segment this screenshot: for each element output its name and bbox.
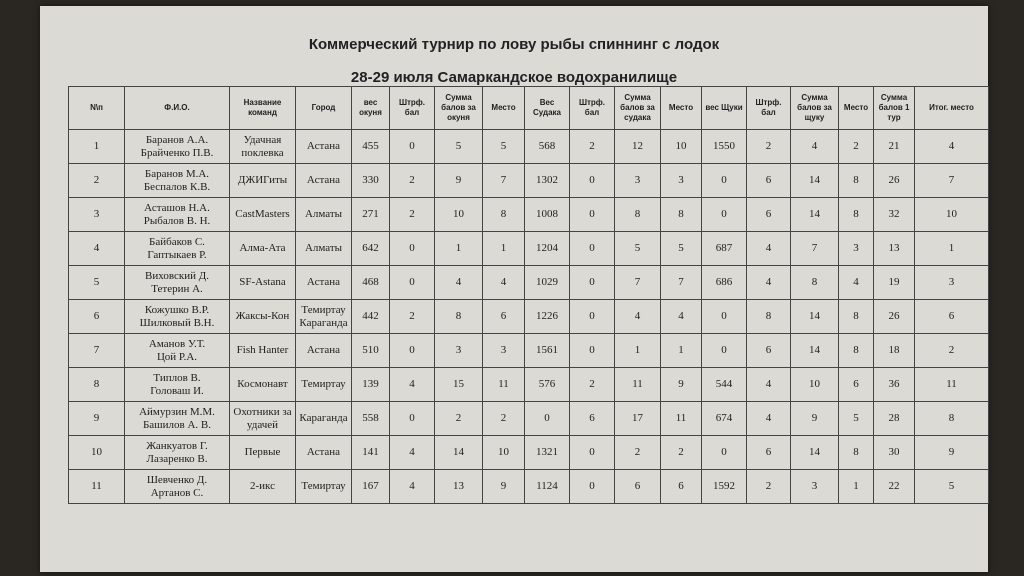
value-cell: 4 [915, 130, 989, 164]
city-cell [296, 232, 352, 266]
value-cell: 330 [352, 164, 390, 198]
cell-line: Караганда [299, 316, 348, 329]
value-cell: 568 [525, 130, 570, 164]
value-cell: 8 [791, 266, 839, 300]
value-cell: 0 [702, 334, 747, 368]
table-row [69, 334, 989, 368]
team-cell [230, 402, 296, 436]
value-cell: 0 [570, 198, 615, 232]
value-cell: 1 [435, 232, 483, 266]
value-cell: 687 [702, 232, 747, 266]
value-cell: 2 [747, 470, 791, 504]
value-cell: 6 [747, 164, 791, 198]
city-cell [296, 300, 352, 334]
value-cell: 1204 [525, 232, 570, 266]
cell-line: Башилов А. В. [142, 418, 212, 431]
cell-line: Рыбалов В. Н. [143, 214, 211, 227]
value-cell: 9 [435, 164, 483, 198]
team-cell [230, 130, 296, 164]
column-header: Город [296, 87, 352, 130]
column-header: Штрф. бал [747, 87, 791, 130]
value-cell: 2 [747, 130, 791, 164]
cell-line: ДЖИГиты [237, 174, 288, 186]
cell-line: Головаш И. [150, 384, 204, 397]
cell-line: Темиртау [301, 303, 346, 316]
team-cell [230, 368, 296, 402]
cell-line: Астана [306, 276, 341, 288]
city-cell [296, 334, 352, 368]
value-cell: 1 [915, 232, 989, 266]
cell-line: SF-Astana [239, 276, 286, 288]
team-cell [230, 300, 296, 334]
value-cell: 4 [615, 300, 661, 334]
value-cell: 8 [839, 300, 874, 334]
city-cell [296, 402, 352, 436]
participants-cell [125, 266, 230, 300]
value-cell: 0 [390, 402, 435, 436]
value-cell: 7 [661, 266, 702, 300]
results-body [69, 130, 989, 504]
column-header: Сумма балов за окуня [435, 87, 483, 130]
participants-cell [125, 164, 230, 198]
value-cell: 14 [791, 436, 839, 470]
value-cell: 4 [435, 266, 483, 300]
value-cell: 674 [702, 402, 747, 436]
value-cell: 0 [390, 334, 435, 368]
value-cell: 1 [483, 232, 525, 266]
row-number-cell: 4 [69, 232, 125, 266]
value-cell: 11 [661, 402, 702, 436]
cell-line: Жанкуатов Г. [146, 439, 208, 452]
city-cell [296, 130, 352, 164]
value-cell: 2 [390, 198, 435, 232]
value-cell: 6 [747, 436, 791, 470]
value-cell: 4 [390, 470, 435, 504]
value-cell: 8 [615, 198, 661, 232]
table-row [69, 266, 989, 300]
table-row [69, 368, 989, 402]
value-cell: 0 [702, 300, 747, 334]
value-cell: 2 [390, 164, 435, 198]
value-cell: 6 [483, 300, 525, 334]
value-cell: 9 [483, 470, 525, 504]
value-cell: 11 [615, 368, 661, 402]
participants-cell [125, 198, 230, 232]
participants-cell [125, 368, 230, 402]
cell-line: Лазаренко В. [146, 452, 208, 465]
value-cell: 1 [839, 470, 874, 504]
participants-cell [125, 436, 230, 470]
city-cell [296, 436, 352, 470]
row-number-cell: 3 [69, 198, 125, 232]
row-number-cell: 8 [69, 368, 125, 402]
row-number-cell: 9 [69, 402, 125, 436]
participants-cell [125, 300, 230, 334]
value-cell: 3 [915, 266, 989, 300]
value-cell: 14 [791, 198, 839, 232]
team-cell [230, 164, 296, 198]
city-cell [296, 198, 352, 232]
value-cell: 4 [747, 368, 791, 402]
cell-line: Первые [244, 446, 281, 458]
value-cell: 1029 [525, 266, 570, 300]
value-cell: 9 [791, 402, 839, 436]
value-cell: 167 [352, 470, 390, 504]
value-cell: 8 [747, 300, 791, 334]
value-cell: 7 [915, 164, 989, 198]
value-cell: 10 [915, 198, 989, 232]
value-cell: 14 [791, 164, 839, 198]
value-cell: 11 [915, 368, 989, 402]
value-cell: 544 [702, 368, 747, 402]
value-cell: 2 [390, 300, 435, 334]
value-cell: 4 [747, 232, 791, 266]
value-cell: 0 [390, 266, 435, 300]
value-cell: 1 [615, 334, 661, 368]
cell-line: 2-икс [249, 480, 275, 492]
value-cell: 9 [661, 368, 702, 402]
value-cell: 17 [615, 402, 661, 436]
value-cell: 5 [839, 402, 874, 436]
value-cell: 36 [874, 368, 915, 402]
value-cell: 0 [702, 164, 747, 198]
value-cell: 2 [839, 130, 874, 164]
value-cell: 0 [702, 198, 747, 232]
cell-line: Алматы [304, 242, 343, 254]
value-cell: 19 [874, 266, 915, 300]
value-cell: 468 [352, 266, 390, 300]
value-cell: 271 [352, 198, 390, 232]
value-cell: 141 [352, 436, 390, 470]
value-cell: 0 [570, 334, 615, 368]
value-cell: 442 [352, 300, 390, 334]
cell-line: CastMasters [235, 208, 290, 220]
value-cell: 4 [661, 300, 702, 334]
cell-line: Баранов М.А. [144, 167, 210, 180]
value-cell: 8 [915, 402, 989, 436]
row-number-cell: 7 [69, 334, 125, 368]
table-row [69, 402, 989, 436]
value-cell: 2 [435, 402, 483, 436]
cell-line: Караганда [299, 412, 348, 424]
value-cell: 4 [390, 368, 435, 402]
value-cell: 26 [874, 300, 915, 334]
value-cell: 6 [747, 334, 791, 368]
value-cell: 4 [747, 266, 791, 300]
value-cell: 642 [352, 232, 390, 266]
table-row [69, 198, 989, 232]
value-cell: 8 [839, 436, 874, 470]
document-title: Коммерческий турнир по лову рыбы спиннинг с лодок [308, 36, 720, 53]
cell-line: Темиртау [301, 480, 346, 492]
cell-line: Астана [306, 174, 341, 186]
column-header: N\п [69, 87, 125, 130]
participants-cell [125, 130, 230, 164]
cell-line: Байбаков С. [149, 235, 205, 248]
value-cell: 3 [615, 164, 661, 198]
team-cell [230, 232, 296, 266]
value-cell: 4 [390, 436, 435, 470]
cell-line: Алма-Ата [239, 242, 286, 254]
team-cell [230, 198, 296, 232]
value-cell: 5 [435, 130, 483, 164]
value-cell: 0 [570, 436, 615, 470]
value-cell: 6 [839, 368, 874, 402]
cell-line: Астана [306, 344, 341, 356]
value-cell: 14 [435, 436, 483, 470]
value-cell: 10 [661, 130, 702, 164]
cell-line: Виховский Д. [145, 269, 209, 282]
value-cell: 22 [874, 470, 915, 504]
cell-line: Артанов С. [150, 486, 204, 499]
column-header: Вес Судака [525, 87, 570, 130]
city-cell [296, 368, 352, 402]
value-cell: 1321 [525, 436, 570, 470]
row-number-cell: 5 [69, 266, 125, 300]
value-cell: 5 [615, 232, 661, 266]
cell-line: Баранов А.А. [145, 133, 209, 146]
value-cell: 12 [615, 130, 661, 164]
cell-line: Асташов Н.А. [144, 201, 210, 214]
column-header: Штрф. бал [390, 87, 435, 130]
value-cell: 2 [570, 368, 615, 402]
cell-line: Брайченко П.В. [140, 146, 214, 159]
value-cell: 5 [915, 470, 989, 504]
value-cell: 8 [435, 300, 483, 334]
city-cell [296, 470, 352, 504]
cell-line: Удачная [243, 133, 282, 146]
value-cell: 6 [661, 470, 702, 504]
value-cell: 4 [791, 130, 839, 164]
value-cell: 1550 [702, 130, 747, 164]
value-cell: 6 [915, 300, 989, 334]
value-cell: 5 [661, 232, 702, 266]
value-cell: 576 [525, 368, 570, 402]
value-cell: 1302 [525, 164, 570, 198]
value-cell: 3 [839, 232, 874, 266]
value-cell: 5 [483, 130, 525, 164]
table-row [69, 436, 989, 470]
value-cell: 2 [661, 436, 702, 470]
participants-cell [125, 402, 230, 436]
column-header: вес Щуки [702, 87, 747, 130]
cell-line: Шилковый В.Н. [139, 316, 215, 329]
value-cell: 0 [390, 130, 435, 164]
value-cell: 8 [839, 164, 874, 198]
participants-cell [125, 334, 230, 368]
table-row [69, 130, 989, 164]
value-cell: 28 [874, 402, 915, 436]
value-cell: 7 [791, 232, 839, 266]
value-cell: 10 [791, 368, 839, 402]
cell-line: Астана [306, 446, 341, 458]
value-cell: 13 [874, 232, 915, 266]
column-header: Сумма балов 1 тур [874, 87, 915, 130]
cell-line: Типлов В. [153, 371, 201, 384]
row-number-cell: 11 [69, 470, 125, 504]
table-row [69, 300, 989, 334]
value-cell: 30 [874, 436, 915, 470]
column-header: Место [661, 87, 702, 130]
value-cell: 1592 [702, 470, 747, 504]
value-cell: 7 [615, 266, 661, 300]
column-header: Итог. место [915, 87, 989, 130]
cell-line: поклевка [241, 146, 284, 159]
cell-line: Охотники за [233, 405, 292, 418]
participants-cell [125, 232, 230, 266]
value-cell: 1008 [525, 198, 570, 232]
value-cell: 7 [483, 164, 525, 198]
column-header: вес окуня [352, 87, 390, 130]
column-header: Название команд [230, 87, 296, 130]
cell-line: Космонавт [237, 378, 288, 390]
participants-cell [125, 470, 230, 504]
value-cell: 2 [483, 402, 525, 436]
team-cell [230, 436, 296, 470]
column-header: Штрф. бал [570, 87, 615, 130]
cell-line: Жаксы-Кон [235, 310, 290, 322]
cell-line: Тетерин А. [151, 282, 203, 295]
cell-line: Шевченко Д. [146, 473, 208, 486]
value-cell: 9 [915, 436, 989, 470]
value-cell: 8 [839, 334, 874, 368]
value-cell: 18 [874, 334, 915, 368]
value-cell: 4 [839, 266, 874, 300]
column-header: Место [839, 87, 874, 130]
value-cell: 686 [702, 266, 747, 300]
results-table [68, 86, 989, 504]
value-cell: 0 [570, 232, 615, 266]
value-cell: 14 [791, 334, 839, 368]
value-cell: 6 [615, 470, 661, 504]
value-cell: 0 [390, 232, 435, 266]
value-cell: 558 [352, 402, 390, 436]
value-cell: 26 [874, 164, 915, 198]
cell-line: Беспалов К.В. [143, 180, 211, 193]
value-cell: 139 [352, 368, 390, 402]
column-header: Ф.И.О. [125, 87, 230, 130]
value-cell: 4 [483, 266, 525, 300]
value-cell: 2 [570, 130, 615, 164]
row-number-cell: 10 [69, 436, 125, 470]
value-cell: 1124 [525, 470, 570, 504]
row-number-cell: 1 [69, 130, 125, 164]
table-row [69, 164, 989, 198]
value-cell: 32 [874, 198, 915, 232]
column-header: Сумма балов за щуку [791, 87, 839, 130]
cell-line: Темиртау [301, 378, 346, 390]
table-row [69, 232, 989, 266]
value-cell: 0 [570, 266, 615, 300]
cell-line: Аймурзин М.М. [139, 405, 215, 418]
cell-line: Гаптыкаев Р. [147, 248, 207, 261]
value-cell: 10 [483, 436, 525, 470]
city-cell [296, 164, 352, 198]
value-cell: 21 [874, 130, 915, 164]
cell-line: Алматы [304, 208, 343, 220]
value-cell: 15 [435, 368, 483, 402]
value-cell: 8 [839, 198, 874, 232]
value-cell: 510 [352, 334, 390, 368]
value-cell: 3 [661, 164, 702, 198]
value-cell: 0 [570, 470, 615, 504]
column-header: Место [483, 87, 525, 130]
value-cell: 0 [525, 402, 570, 436]
value-cell: 4 [747, 402, 791, 436]
value-cell: 10 [435, 198, 483, 232]
value-cell: 3 [791, 470, 839, 504]
value-cell: 14 [791, 300, 839, 334]
value-cell: 11 [483, 368, 525, 402]
value-cell: 13 [435, 470, 483, 504]
value-cell: 6 [570, 402, 615, 436]
value-cell: 8 [661, 198, 702, 232]
header-row [69, 87, 989, 130]
row-number-cell: 2 [69, 164, 125, 198]
column-header: Сумма балов за судака [615, 87, 661, 130]
value-cell: 0 [702, 436, 747, 470]
value-cell: 3 [483, 334, 525, 368]
value-cell: 6 [747, 198, 791, 232]
value-cell: 455 [352, 130, 390, 164]
value-cell: 8 [483, 198, 525, 232]
value-cell: 0 [570, 164, 615, 198]
cell-line: Кожушко В.Р. [144, 303, 210, 316]
cell-line: Аманов У.Т. [148, 337, 206, 350]
document-subtitle: 28-29 июля Самаркандское водохранилище [350, 69, 678, 86]
team-cell [230, 470, 296, 504]
value-cell: 1 [661, 334, 702, 368]
city-cell [296, 266, 352, 300]
value-cell: 2 [615, 436, 661, 470]
value-cell: 3 [435, 334, 483, 368]
row-number-cell: 6 [69, 300, 125, 334]
cell-line: Fish Hanter [236, 344, 289, 356]
team-cell [230, 334, 296, 368]
cell-line: Астана [306, 140, 341, 152]
value-cell: 0 [570, 300, 615, 334]
value-cell: 2 [915, 334, 989, 368]
cell-line: Цой Р.А. [156, 350, 198, 363]
table-row [69, 470, 989, 504]
value-cell: 1226 [525, 300, 570, 334]
team-cell [230, 266, 296, 300]
value-cell: 1561 [525, 334, 570, 368]
cell-line: удачей [246, 418, 279, 431]
